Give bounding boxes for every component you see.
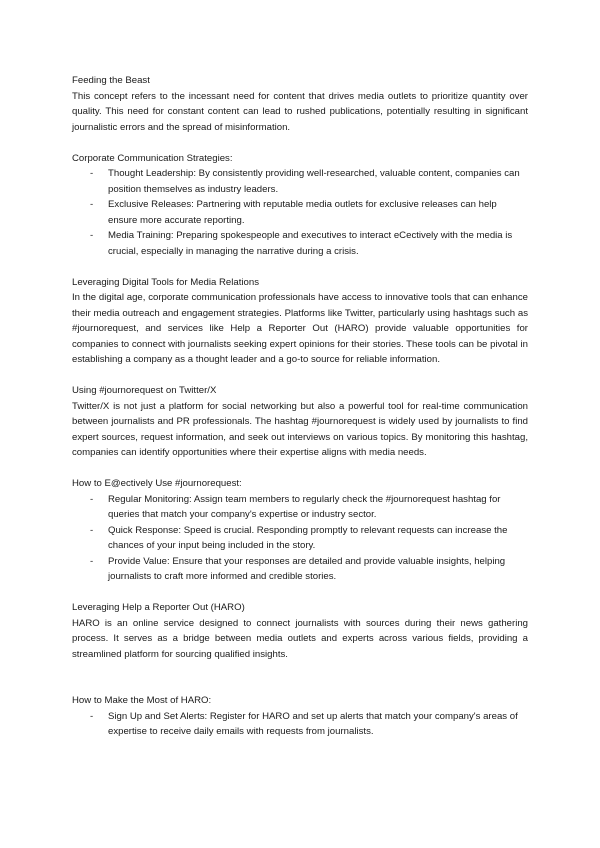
list-item-text: Sign Up and Set Alerts: Register for HARO and set up alerts that match your company's areas of expertise to receive daily emails with requests from journalists. (108, 710, 518, 737)
section-paragraph: This concept refers to the incessant need for content that drives media outlets to prioritize quantity over quality. This need for constant content can lead to rushed publications, potentially resulting in significant journalistic errors and the spread of misinformation. (72, 90, 528, 133)
section-heading: How to Make the Most of HARO: (72, 695, 212, 706)
list-item (72, 523, 528, 554)
section-effective-use (72, 476, 528, 585)
section-heading: How to E@ectively Use #journorequest: (72, 478, 242, 489)
dash-bullet-icon: - (90, 710, 94, 722)
section-feeding-the-beast (72, 73, 528, 135)
list-item-text: Exclusive Releases: Partnering with reputable media outlets for exclusive releases can help ensure more accurate reporting. (108, 199, 497, 226)
dash-bullet-icon: - (90, 230, 94, 241)
list-item-text: Quick Response: Speed is crucial. Responding promptly to relevant requests can increase the chances of your input being included in the story. (108, 524, 508, 551)
section-heading: Corporate Communication Strategies: (72, 152, 233, 164)
section-heading: Feeding the Beast (72, 75, 150, 86)
section-heading: Using #journorequest on Twitter/X (72, 385, 217, 396)
list-item (72, 166, 528, 197)
section-heading: Leveraging Help a Reporter Out (HARO) (72, 602, 245, 613)
dash-bullet-icon: - (90, 555, 94, 567)
document-page (72, 73, 528, 740)
section-most-of-haro (72, 693, 528, 740)
dash-bullet-icon: - (90, 524, 94, 536)
list-item-text: Regular Monitoring: Assign team members to regularly check the #journorequest hashtag for queries that match your company's expertise or industry sector. (108, 493, 501, 520)
dash-bullet-icon: - (90, 493, 94, 505)
list-item (72, 554, 528, 585)
list-item (72, 197, 528, 228)
list-item (72, 709, 528, 740)
section-paragraph: In the digital age, corporate communication professionals have access to innovative tools that can enhance their media outreach and engagement strategies. Platforms like Twitter, particularly using hashtags such as #journorequest, and services like Help a Reporter Out (HARO) provide valuable opportunities for companies to connect with journalists seeking expert opinions for their stories. These tools can be pivotal in establishing a company as a thought leader and a go-to source for reliable information. (72, 292, 528, 365)
bullet-list (72, 709, 528, 740)
section-paragraph: Twitter/X is not just a platform for social networking but also a powerful tool for real-time communication between journalists and PR professionals. The hashtag #journorequest is widely used by journalists to find expert sources, request information, and seek out interviews on various topics. By monitoring this hashtag, companies can identify opportunities where their expertise aligns with media needs. (72, 400, 528, 458)
bullet-list (72, 492, 528, 585)
list-item (72, 228, 528, 259)
section-heading: Leveraging Digital Tools for Media Relations (72, 276, 260, 288)
dash-bullet-icon: - (90, 168, 94, 179)
dash-bullet-icon: - (90, 199, 94, 210)
list-item-text: Provide Value: Ensure that your responses are detailed and provide valuable insights, helping journalists to craft more informed and credible stories. (108, 555, 506, 582)
section-paragraph: HARO is an online service designed to connect journalists with sources during their news gathering process. It serves as a bridge between media outlets and experts across various fields, providing a streamlined platform for sourcing qualified insights. (72, 617, 528, 660)
bullet-list (72, 166, 528, 259)
list-item-text: Thought Leadership: By consistently providing well-researched, valuable content, companies can position themselves as industry leaders. (108, 168, 520, 195)
section-digital-tools (72, 275, 528, 368)
section-journorequest (72, 383, 528, 461)
section-corporate-communication (72, 151, 528, 260)
section-haro (72, 600, 528, 662)
list-item (72, 492, 528, 523)
list-item-text: Media Training: Preparing spokespeople and executives to interact eCectively with the media is crucial, especially in managing the narrative during a crisis. (108, 230, 513, 257)
